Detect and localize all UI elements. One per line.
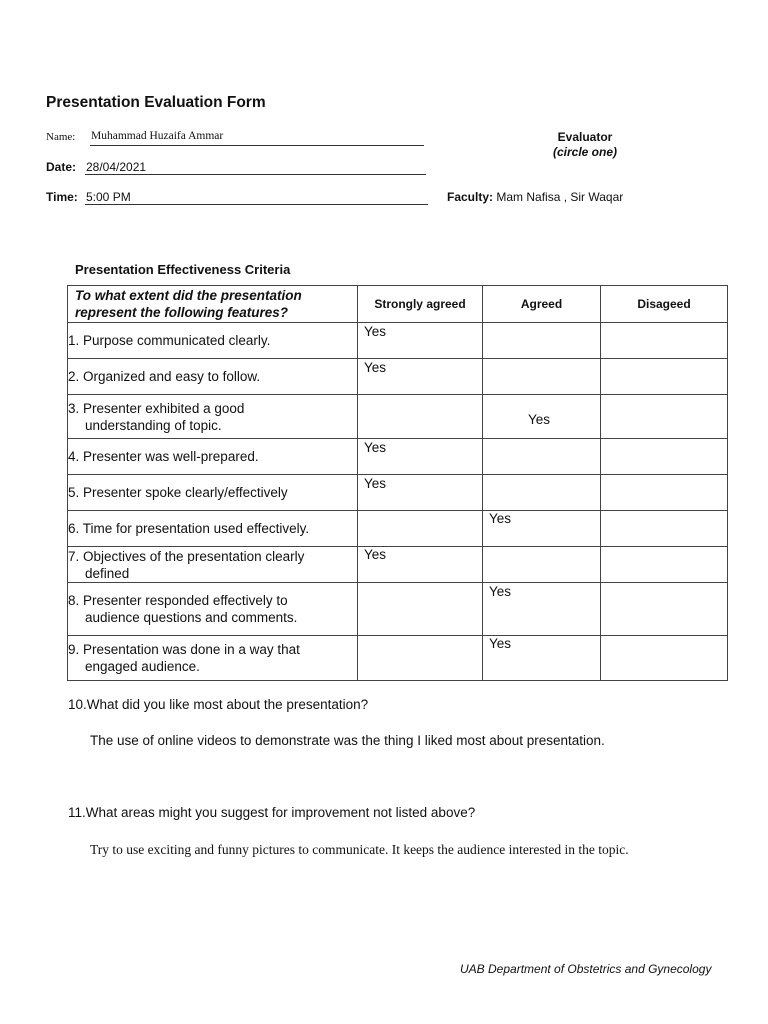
- cell-strongly: [358, 395, 483, 439]
- criterion-text-2: audience questions and comments.: [85, 610, 298, 625]
- table-row: [68, 636, 728, 681]
- answer-10: The use of online videos to demonstrate was the thing I liked most about presentation.: [90, 733, 605, 748]
- cell-value: Yes: [364, 547, 387, 562]
- criterion-text: 7. Objectives of the presentation clearly: [68, 548, 305, 564]
- table-row: [68, 511, 728, 547]
- criterion-4: [68, 439, 358, 475]
- header-strongly-agreed: Strongly agreed: [358, 286, 483, 323]
- criterion-text: 3. Presenter exhibited a good: [68, 400, 245, 416]
- header-question: To what extent did the presentation represent the following features?: [68, 286, 358, 323]
- table-row: [68, 359, 728, 395]
- faculty-field: [447, 190, 623, 204]
- criterion-text: 8. Presenter responded effectively to: [68, 593, 288, 608]
- date-label: Date:: [46, 160, 77, 174]
- table-row: [68, 583, 728, 636]
- question-10: 10.What did you like most about the presentation?: [68, 697, 369, 712]
- criterion-1: [68, 323, 358, 359]
- criterion-7: [68, 547, 358, 583]
- cell-value: Yes: [489, 584, 512, 599]
- cell-agreed: [483, 395, 601, 439]
- criteria-title: Presentation Effectiveness Criteria: [75, 262, 291, 277]
- criterion-2: [68, 359, 358, 395]
- header-disagreed: Disageed: [601, 286, 728, 323]
- cell-value: Yes: [364, 476, 387, 491]
- cell-agreed: [483, 323, 601, 359]
- criterion-text-2: understanding of topic.: [85, 417, 222, 433]
- cell-value: Yes: [489, 636, 512, 651]
- cell-agreed: [483, 439, 601, 475]
- form-title: Presentation Evaluation Form: [46, 94, 266, 111]
- answer-11: Try to use exciting and funny pictures to communicate. It keeps the audience interested in the topic.: [90, 842, 629, 857]
- faculty-label: Faculty:: [447, 190, 494, 204]
- cell-disagreed: [601, 395, 728, 439]
- cell-strongly: [358, 511, 483, 547]
- name-underline: [90, 145, 424, 146]
- cell-agreed: [483, 547, 601, 583]
- cell-value: Yes: [489, 511, 512, 526]
- cell-disagreed: [601, 475, 728, 511]
- criteria-table: [67, 285, 728, 681]
- cell-agreed: [483, 475, 601, 511]
- date-value: 28/04/2021: [86, 160, 147, 174]
- criterion-text: 6. Time for presentation used effectively.: [68, 521, 310, 536]
- criterion-text: 1. Purpose communicated clearly.: [68, 333, 271, 348]
- cell-agreed: [483, 359, 601, 395]
- cell-disagreed: [601, 547, 728, 583]
- criterion-text-2: engaged audience.: [85, 659, 200, 674]
- cell-strongly: [358, 583, 483, 636]
- table-row: [68, 439, 728, 475]
- criterion-5: [68, 475, 358, 511]
- evaluator-sub: (circle one): [552, 145, 618, 159]
- criterion-3: [68, 395, 358, 439]
- criterion-text: 2. Organized and easy to follow.: [68, 369, 261, 384]
- faculty-value: Mam Nafisa , Sir Waqar: [496, 190, 624, 204]
- time-underline: [85, 204, 428, 205]
- cell-disagreed: [601, 511, 728, 547]
- cell-strongly: [358, 475, 483, 511]
- table-row: [68, 547, 728, 583]
- criterion-text: 9. Presentation was done in a way that: [68, 642, 300, 657]
- criteria-header-row: [68, 286, 728, 323]
- cell-strongly: [358, 636, 483, 681]
- footer-text: UAB Department of Obstetrics and Gynecology: [460, 962, 712, 976]
- criterion-text: 4. Presenter was well-prepared.: [68, 449, 259, 464]
- cell-disagreed: [601, 439, 728, 475]
- question-11: 11.What areas might you suggest for improvement not listed above?: [68, 805, 476, 820]
- cell-value: Yes: [364, 324, 387, 339]
- criterion-8: [68, 583, 358, 636]
- criterion-9: [68, 636, 358, 681]
- criterion-6: [68, 511, 358, 547]
- table-row: [68, 475, 728, 511]
- criterion-text-2: defined: [85, 565, 130, 581]
- criterion-text: 5. Presenter spoke clearly/effectively: [68, 485, 288, 500]
- cell-disagreed: [601, 583, 728, 636]
- time-label: Time:: [46, 190, 78, 204]
- evaluator-label: Evaluator: [557, 130, 613, 144]
- cell-agreed: [483, 636, 601, 681]
- cell-strongly: [358, 547, 483, 583]
- cell-agreed: [483, 583, 601, 636]
- name-label: Name:: [46, 131, 76, 143]
- time-value: 5:00 PM: [86, 190, 131, 204]
- date-underline: [85, 174, 426, 175]
- table-row: [68, 395, 728, 439]
- cell-strongly: [358, 323, 483, 359]
- evaluator-block: [520, 130, 650, 160]
- cell-value: Yes: [364, 360, 387, 375]
- cell-value: Yes: [364, 440, 387, 455]
- cell-disagreed: [601, 636, 728, 681]
- header-agreed: Agreed: [483, 286, 601, 323]
- cell-strongly: [358, 359, 483, 395]
- cell-value: Yes: [528, 412, 551, 427]
- cell-agreed: [483, 511, 601, 547]
- cell-disagreed: [601, 323, 728, 359]
- name-value: Muhammad Huzaifa Ammar: [91, 130, 224, 142]
- table-row: [68, 323, 728, 359]
- cell-strongly: [358, 439, 483, 475]
- cell-disagreed: [601, 359, 728, 395]
